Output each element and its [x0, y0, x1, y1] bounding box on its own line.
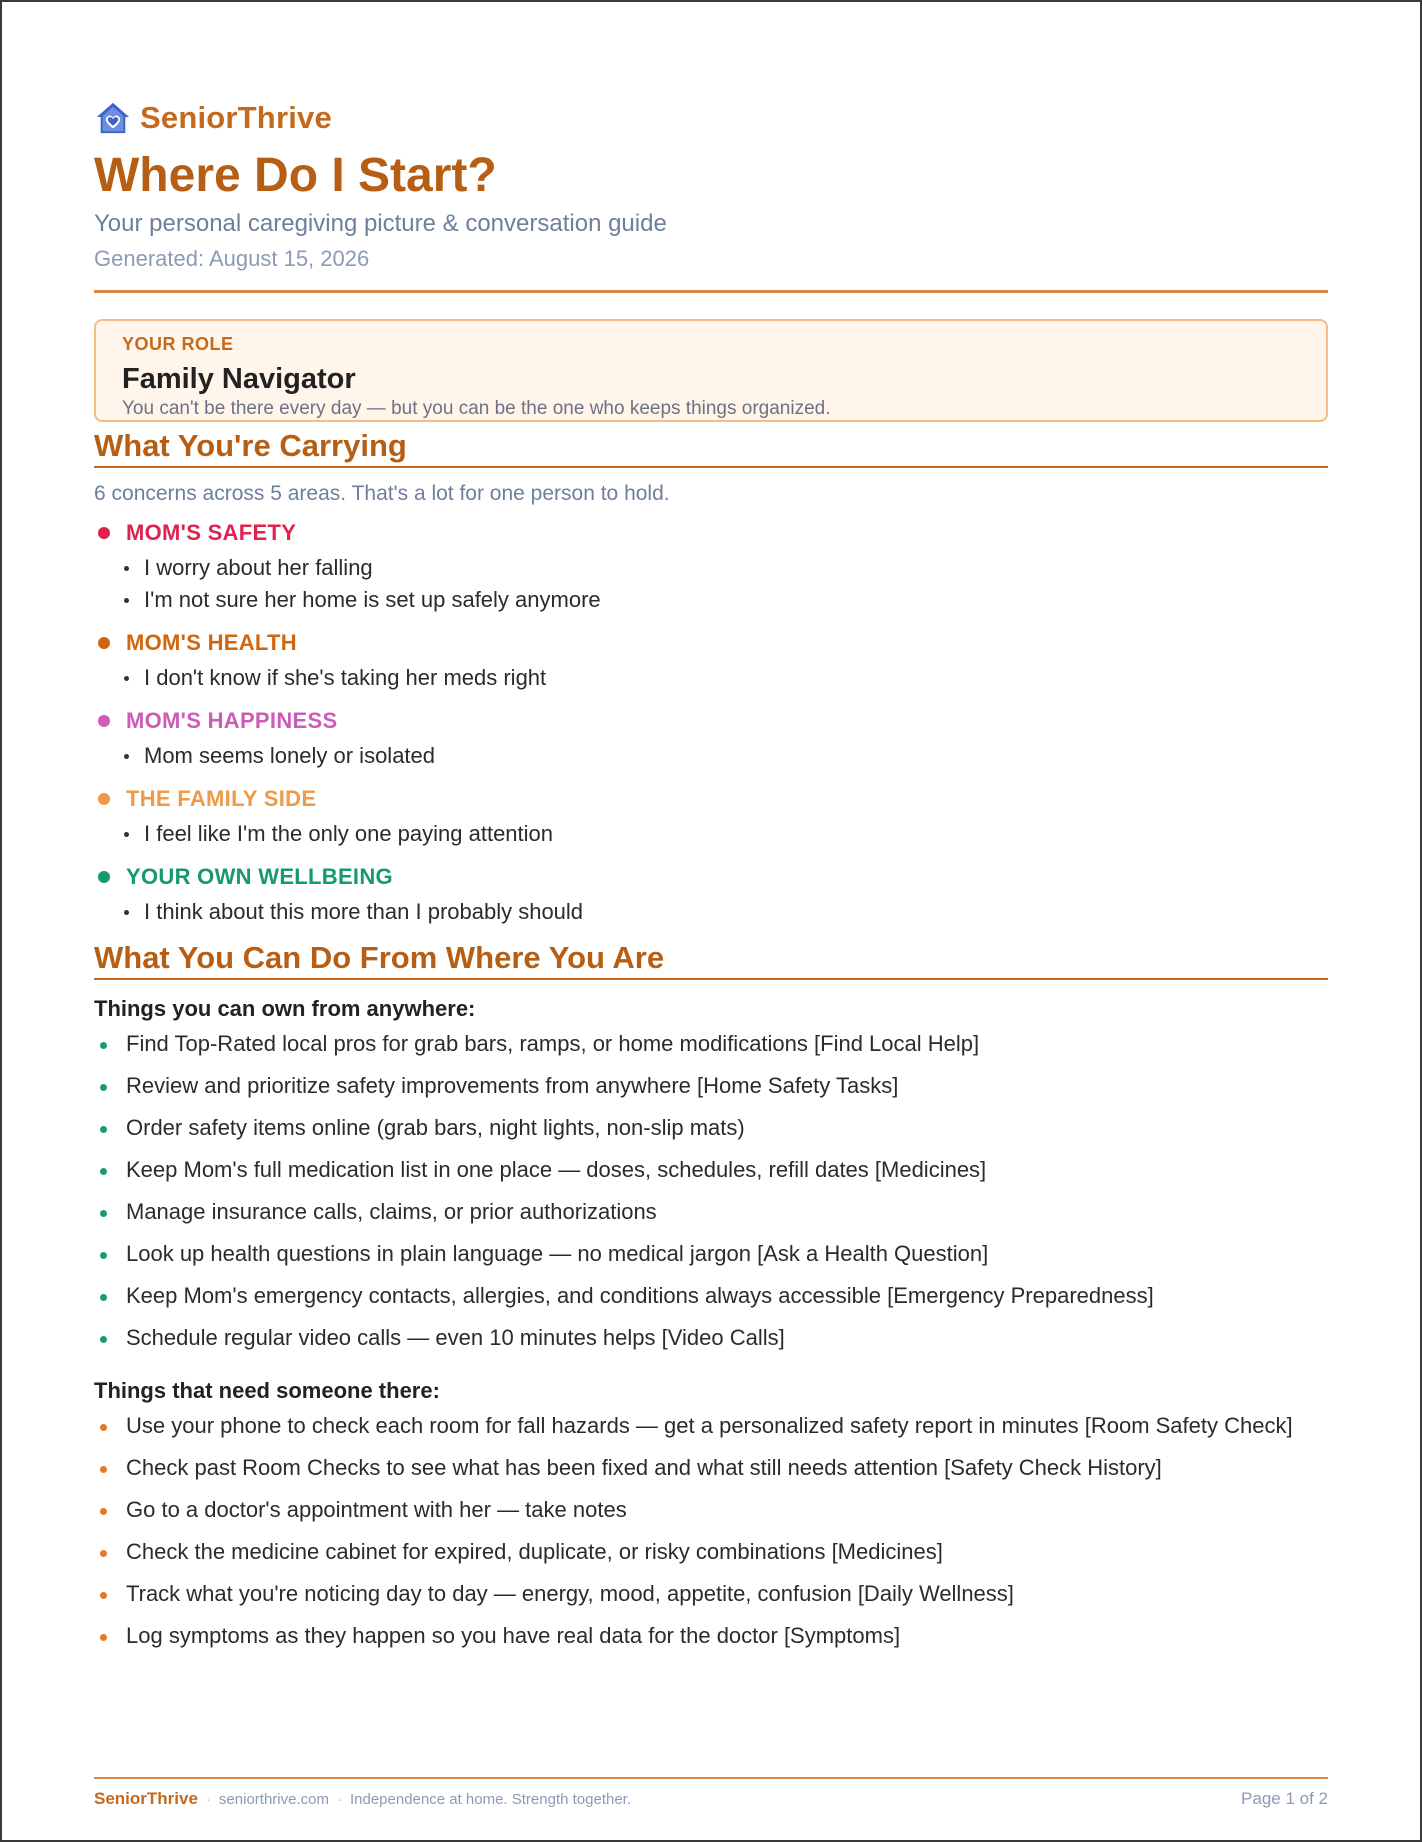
area-dot-icon — [98, 715, 110, 727]
concern-area-health — [94, 630, 1328, 694]
footer-separator: · — [205, 1790, 211, 1808]
action-item: Log symptoms as they happen so you have real data for the doctor [Symptoms] — [94, 1622, 1328, 1650]
area-header — [94, 864, 1328, 890]
action-item: Manage insurance calls, claims, or prior authorizations — [94, 1198, 1328, 1226]
page-title: Where Do I Start? — [94, 149, 497, 202]
area-dot-icon — [98, 793, 110, 805]
concern-list — [94, 896, 1328, 928]
role-card — [94, 319, 1328, 422]
generated-date: Generated: August 15, 2026 — [94, 246, 370, 271]
section-title-actions: What You Can Do From Where You Are — [94, 940, 1328, 980]
area-dot-icon — [98, 871, 110, 883]
area-dot-icon — [98, 637, 110, 649]
action-item: Check past Room Checks to see what has been fixed and what still needs attention [Safety Check History] — [94, 1454, 1328, 1482]
area-dot-icon — [98, 527, 110, 539]
concern-item: Mom seems lonely or isolated — [124, 740, 1328, 772]
action-item: Order safety items online (grab bars, night lights, non-slip mats) — [94, 1114, 1328, 1142]
concern-area-family — [94, 786, 1328, 850]
action-item: Use your phone to check each room for fall hazards — get a personalized safety report in minutes [Room Safety Check] — [94, 1412, 1328, 1440]
action-item: Go to a doctor's appointment with her — take notes — [94, 1496, 1328, 1524]
concern-areas — [94, 520, 1328, 928]
page-number: Page 1 of 2 — [1241, 1789, 1328, 1808]
concern-list — [94, 740, 1328, 772]
remote-action-list — [94, 1030, 1328, 1352]
action-item: Review and prioritize safety improvements from anywhere [Home Safety Tasks] — [94, 1072, 1328, 1100]
concern-area-happiness — [94, 708, 1328, 772]
footer-left — [94, 1789, 631, 1809]
page-content — [94, 98, 1328, 1664]
area-label: MOM'S HAPPINESS — [126, 708, 338, 733]
footer-separator: · — [336, 1790, 342, 1808]
remote-heading: Things you can own from anywhere: — [94, 996, 476, 1021]
footer-tagline: Independence at home. Strength together. — [349, 1790, 632, 1808]
concern-list — [94, 818, 1328, 850]
area-header — [94, 708, 1328, 734]
concern-item: I think about this more than I probably should — [124, 896, 1328, 928]
action-item: Keep Mom's emergency contacts, allergies, and conditions always accessible [Emergency Preparedness] — [94, 1282, 1328, 1310]
footer-brand: SeniorThrive — [94, 1789, 198, 1808]
header-divider — [94, 290, 1328, 293]
concern-item: I worry about her falling — [124, 552, 1328, 584]
action-item: Check the medicine cabinet for expired, duplicate, or risky combinations [Medicines] — [94, 1538, 1328, 1566]
action-item: Look up health questions in plain language — no medical jargon [Ask a Health Question] — [94, 1240, 1328, 1268]
concern-item: I feel like I'm the only one paying attention — [124, 818, 1328, 850]
role-description: You can't be there every day — but you can be the one who keeps things organized. — [122, 398, 831, 419]
area-label: MOM'S SAFETY — [126, 520, 297, 545]
onsite-heading: Things that need someone there: — [94, 1378, 440, 1403]
concern-list — [94, 552, 1328, 616]
brand-header — [94, 98, 1328, 138]
section-title-carrying: What You're Carrying — [94, 428, 1328, 468]
onsite-action-list — [94, 1412, 1328, 1650]
action-item: Track what you're noticing day to day — energy, mood, appetite, confusion [Daily Wellness] — [94, 1580, 1328, 1608]
area-header — [94, 520, 1328, 546]
carrying-summary: 6 concerns across 5 areas. That's a lot for one person to hold. — [94, 482, 670, 505]
role-name: Family Navigator — [122, 363, 356, 395]
action-item: Keep Mom's full medication list in one place — doses, schedules, refill dates [Medicines] — [94, 1156, 1328, 1184]
page-footer — [94, 1777, 1328, 1809]
page-subtitle: Your personal caregiving picture & conversation guide — [94, 210, 667, 237]
house-heart-icon — [94, 100, 132, 136]
brand-name: SeniorThrive — [140, 100, 332, 135]
concern-item: I'm not sure her home is set up safely anymore — [124, 584, 1328, 616]
area-label: THE FAMILY SIDE — [126, 786, 317, 811]
concern-item: I don't know if she's taking her meds right — [124, 662, 1328, 694]
area-label: MOM'S HEALTH — [126, 630, 297, 655]
concern-list — [94, 662, 1328, 694]
area-header — [94, 786, 1328, 812]
concern-area-safety — [94, 520, 1328, 616]
footer-site-link[interactable]: seniorthrive.com — [218, 1790, 329, 1808]
action-item: Schedule regular video calls — even 10 minutes helps [Video Calls] — [94, 1324, 1328, 1352]
concern-area-wellbeing — [94, 864, 1328, 928]
area-label: YOUR OWN WELLBEING — [126, 864, 393, 889]
action-item: Find Top-Rated local pros for grab bars, ramps, or home modifications [Find Local Help] — [94, 1030, 1328, 1058]
area-header — [94, 630, 1328, 656]
role-label: YOUR ROLE — [122, 334, 234, 354]
